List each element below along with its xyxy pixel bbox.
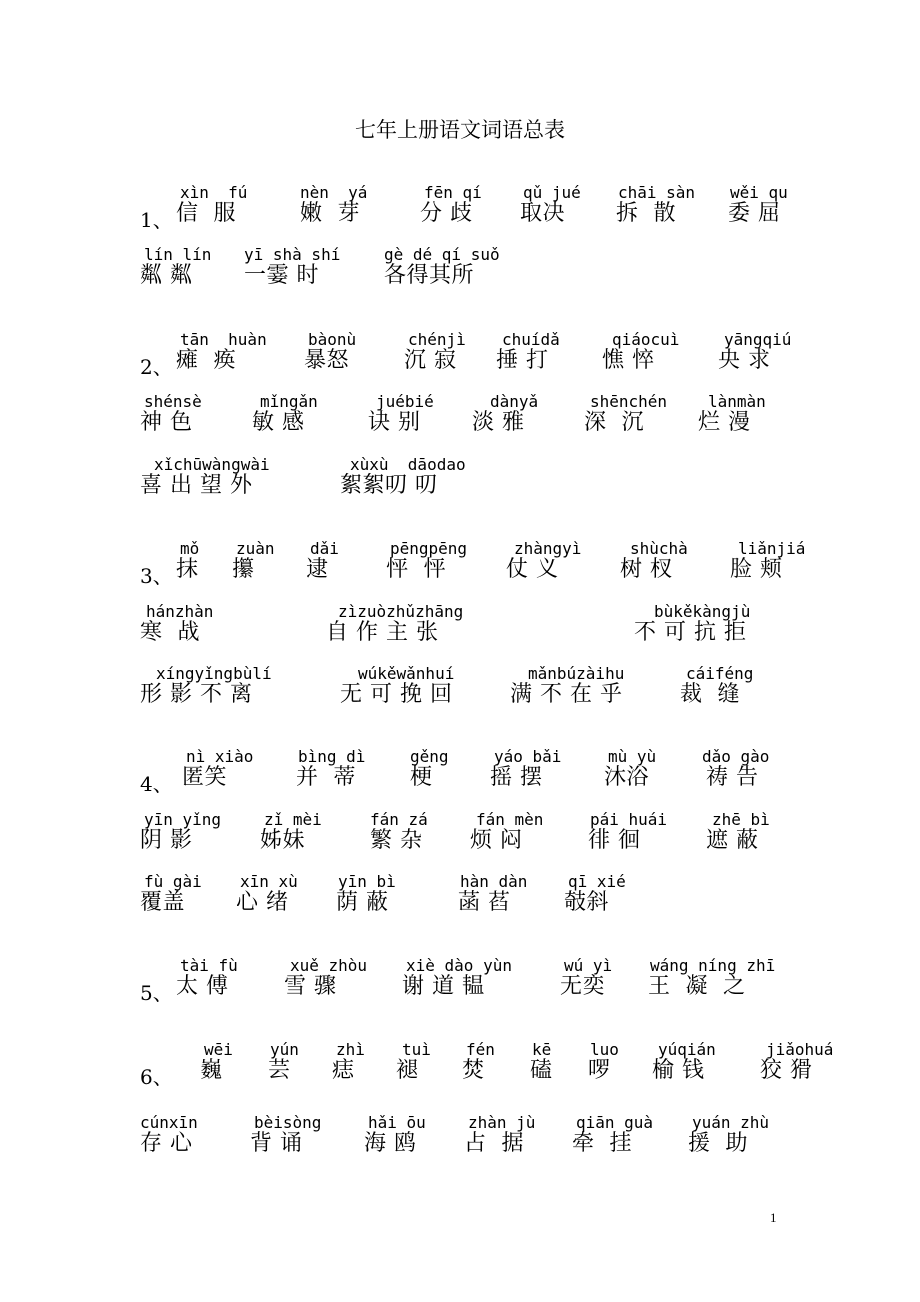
page-number: 1	[770, 1210, 777, 1225]
pinyin: pái huái	[590, 810, 668, 829]
pinyin: yī shà shí	[244, 245, 341, 264]
hanzi: 雪 骤	[284, 974, 337, 999]
hanzi: 榆 钱	[652, 1058, 705, 1083]
hanzi: 攥	[232, 557, 255, 582]
hanzi: 一霎 时	[244, 263, 319, 288]
pinyin: yāngqiú	[724, 330, 792, 349]
hanzi: 脸 颊	[730, 557, 783, 582]
pinyin: chuídǎ	[502, 330, 560, 349]
hanzi: 暴怒	[304, 348, 350, 373]
hanzi: 烦 闷	[470, 828, 523, 853]
pinyin: mǎnbúzàihu	[528, 664, 625, 683]
hanzi: 巍	[200, 1058, 223, 1083]
pinyin: fù gài	[144, 872, 202, 891]
hanzi: 菡 萏	[458, 890, 511, 915]
pinyin: xīn xù	[240, 872, 298, 891]
hanzi: 心 绪	[236, 890, 289, 915]
pinyin: yún	[270, 1040, 299, 1059]
hanzi: 姊妹	[260, 828, 306, 853]
hanzi: 憔 悴	[602, 348, 655, 373]
hanzi: 自 作 主 张	[326, 620, 439, 645]
hanzi: 委 屈	[728, 201, 781, 226]
hanzi: 王 凝 之	[648, 974, 746, 999]
hanzi: 寒 战	[140, 620, 200, 645]
pinyin: bàonù	[308, 330, 357, 349]
hanzi: 匿笑	[182, 765, 228, 790]
section-number: 6、	[140, 1065, 173, 1089]
word-row	[140, 811, 860, 871]
pinyin: dǎo gào	[702, 747, 770, 766]
hanzi: 形 影 不 离	[140, 682, 253, 707]
hanzi: 烂 漫	[698, 410, 751, 435]
pinyin: yīn bì	[338, 872, 396, 891]
hanzi: 阴 影	[140, 828, 193, 853]
hanzi: 啰	[588, 1058, 611, 1083]
hanzi: 诀 别	[368, 410, 421, 435]
word-row	[140, 184, 860, 244]
word-row	[140, 393, 860, 453]
pinyin: cáiféng	[686, 664, 754, 683]
pinyin: liǎnjiá	[738, 539, 806, 558]
pinyin: cúnxīn	[140, 1113, 198, 1132]
pinyin: qiáocuì	[612, 330, 680, 349]
word-row	[140, 456, 860, 516]
hanzi: 各得其所	[384, 263, 475, 288]
pinyin: fán zá	[370, 810, 428, 829]
word-row	[140, 331, 860, 391]
pinyin: nì xiào	[186, 747, 254, 766]
hanzi: 芸	[268, 1058, 291, 1083]
pinyin: bèisòng	[254, 1113, 322, 1132]
pinyin: yáo bǎi	[494, 747, 562, 766]
section-number: 1、	[140, 208, 173, 232]
hanzi: 海 鸥	[364, 1131, 417, 1156]
hanzi: 不 可 抗 拒	[634, 620, 747, 645]
pinyin: mǐngǎn	[260, 392, 318, 411]
hanzi: 牵 挂	[572, 1131, 632, 1156]
pinyin: luo	[590, 1040, 619, 1059]
pinyin: xùxù dāodao	[350, 455, 466, 474]
hanzi: 荫 蔽	[336, 890, 389, 915]
pinyin: chāi sàn	[618, 183, 696, 202]
hanzi: 喜 出 望 外	[140, 473, 253, 498]
word-row	[140, 246, 860, 306]
section-number: 5、	[140, 981, 173, 1005]
pinyin: xǐchūwàngwài	[154, 455, 270, 474]
hanzi: 痣	[332, 1058, 355, 1083]
pinyin: gè dé qí suǒ	[384, 245, 500, 264]
word-row	[140, 603, 860, 663]
pinyin: wáng níng zhī	[650, 956, 776, 975]
pinyin: bìng dì	[298, 747, 366, 766]
hanzi: 狡 猾	[760, 1058, 813, 1083]
hanzi: 敏 感	[252, 410, 305, 435]
pinyin: zhì	[336, 1040, 365, 1059]
pinyin: wēi	[204, 1040, 233, 1059]
hanzi: 覆盖	[140, 890, 186, 915]
hanzi: 谢 道 韫	[402, 974, 485, 999]
pinyin: mǒ	[180, 539, 200, 558]
hanzi: 淡 雅	[472, 410, 525, 435]
pinyin: zuàn	[236, 539, 275, 558]
hanzi: 无奕	[560, 974, 606, 999]
pinyin: nèn yá	[300, 183, 368, 202]
hanzi: 央 求	[718, 348, 771, 373]
page-title: 七年上册语文词语总表	[355, 118, 565, 142]
hanzi: 梗	[410, 765, 433, 790]
word-row	[140, 748, 860, 808]
pinyin: xìn fú	[180, 183, 248, 202]
word-row	[140, 665, 860, 725]
hanzi: 繁 杂	[370, 828, 423, 853]
word-row	[140, 957, 860, 1017]
pinyin: yīn yǐng	[144, 810, 222, 829]
pinyin: chénjì	[408, 330, 466, 349]
pinyin: wúkěwǎnhuí	[358, 664, 455, 683]
hanzi: 仗 义	[506, 557, 559, 582]
pinyin: fán mèn	[476, 810, 544, 829]
pinyin: shēnchén	[590, 392, 668, 411]
hanzi: 抹	[176, 557, 199, 582]
section-number: 2、	[140, 355, 173, 379]
pinyin: shénsè	[144, 392, 202, 411]
pinyin: xíngyǐngbùlí	[156, 664, 272, 683]
word-row	[140, 873, 860, 933]
pinyin: kē	[532, 1040, 552, 1059]
word-row	[140, 1041, 860, 1101]
hanzi: 信 服	[176, 201, 236, 226]
hanzi: 沐浴	[604, 765, 650, 790]
hanzi: 祷 告	[706, 765, 759, 790]
pinyin: pēngpēng	[390, 539, 468, 558]
hanzi: 拆 散	[616, 201, 676, 226]
pinyin: hàn dàn	[460, 872, 528, 891]
hanzi: 磕	[530, 1058, 553, 1083]
pinyin: zhē bì	[712, 810, 770, 829]
section-number: 4、	[140, 772, 173, 796]
pinyin: yuán zhù	[692, 1113, 770, 1132]
pinyin: mù yù	[608, 747, 657, 766]
pinyin: hǎi ōu	[368, 1113, 426, 1132]
hanzi: 攲斜	[564, 890, 610, 915]
pinyin: zìzuòzhǔzhāng	[338, 602, 464, 621]
hanzi: 徘 徊	[588, 828, 641, 853]
pinyin: yúqián	[658, 1040, 716, 1059]
hanzi: 焚	[462, 1058, 485, 1083]
pinyin: gěng	[410, 747, 449, 766]
hanzi: 存 心	[140, 1131, 193, 1156]
pinyin: qī xié	[568, 872, 626, 891]
hanzi: 逮	[306, 557, 329, 582]
hanzi: 太 傅	[176, 974, 229, 999]
hanzi: 取决	[520, 201, 566, 226]
pinyin: zhàngyì	[514, 539, 582, 558]
word-row	[140, 540, 860, 600]
pinyin: shùchà	[630, 539, 688, 558]
pinyin: hánzhàn	[146, 602, 214, 621]
pinyin: tuì	[402, 1040, 431, 1059]
pinyin: zhàn jù	[468, 1113, 536, 1132]
hanzi: 无 可 挽 回	[340, 682, 453, 707]
hanzi: 背 诵	[250, 1131, 303, 1156]
pinyin: qiān guà	[576, 1113, 654, 1132]
pinyin: dànyǎ	[490, 392, 539, 411]
hanzi: 神 色	[140, 410, 193, 435]
hanzi: 树 杈	[620, 557, 673, 582]
hanzi: 粼 粼	[140, 263, 193, 288]
pinyin: juébié	[376, 392, 434, 411]
hanzi: 满 不 在 乎	[510, 682, 623, 707]
hanzi: 分 歧	[420, 201, 473, 226]
section-number: 3、	[140, 564, 173, 588]
pinyin: tài fù	[180, 956, 238, 975]
hanzi: 援 助	[688, 1131, 748, 1156]
pinyin: jiǎohuá	[766, 1040, 834, 1059]
pinyin: dǎi	[310, 539, 339, 558]
hanzi: 褪	[396, 1058, 419, 1083]
hanzi: 裁 缝	[680, 682, 740, 707]
pinyin: wěi qu	[730, 183, 788, 202]
hanzi: 摇 摆	[490, 765, 543, 790]
hanzi: 沉 寂	[404, 348, 457, 373]
pinyin: xiè dào yùn	[406, 956, 512, 975]
pinyin: bùkěkàngjù	[654, 602, 751, 621]
pinyin: xuě zhòu	[290, 956, 368, 975]
pinyin: tān huàn	[180, 330, 267, 349]
pinyin: zǐ mèi	[264, 810, 322, 829]
hanzi: 怦 怦	[386, 557, 446, 582]
hanzi: 遮 蔽	[706, 828, 759, 853]
pinyin: qǔ jué	[523, 183, 581, 202]
word-row	[140, 1114, 860, 1174]
hanzi: 嫩 芽	[300, 201, 360, 226]
pinyin: lànmàn	[708, 392, 766, 411]
hanzi: 并 蒂	[296, 765, 356, 790]
pinyin: fén	[466, 1040, 495, 1059]
hanzi: 捶 打	[496, 348, 549, 373]
hanzi: 瘫 痪	[176, 348, 236, 373]
pinyin: wú yì	[564, 956, 613, 975]
hanzi: 絮絮叨 叨	[340, 473, 438, 498]
pinyin: lín lín	[144, 245, 212, 264]
hanzi: 占 据	[464, 1131, 524, 1156]
pinyin: fēn qí	[424, 183, 482, 202]
hanzi: 深 沉	[584, 410, 644, 435]
